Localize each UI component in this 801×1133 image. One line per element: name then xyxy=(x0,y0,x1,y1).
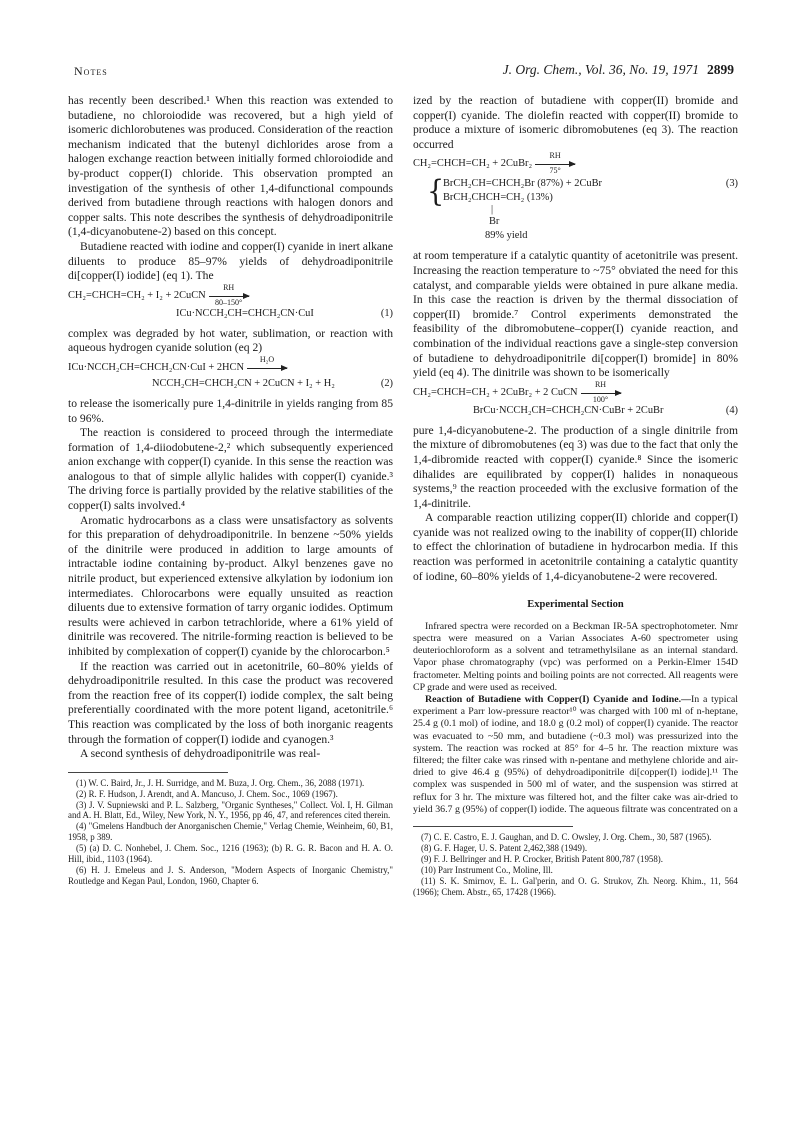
equation-rhs: NCCH₂CH=CHCH₂CN + 2CuCN + I₂ + H₂ xyxy=(152,377,335,389)
footnote: (6) H. J. Emeleus and J. S. Anderson, "Modern Aspects of Inorganic Chemistry," Routledge and Kegan Paul, London, 1960, Chapter 6. xyxy=(68,865,393,886)
equation-1 xyxy=(68,282,393,322)
footnote: (5) (a) D. C. Nonhebel, J. Chem. Soc., 1216 (1963); (b) R. G. R. Bacon and H. A. O. Hill, ibid., 1103 (1964). xyxy=(68,843,393,865)
arrow-condition: RH xyxy=(549,151,561,161)
arrow-condition: H₂O xyxy=(259,355,275,365)
paragraph: to release the isomerically pure 1,4-dinitrile in yields ranging from 85 to 96%. xyxy=(68,396,393,425)
footnote: (2) R. F. Hudson, J. Arendt, and A. Mancuso, J. Chem. Soc., 1069 (1967). xyxy=(76,788,338,799)
paragraph-text: In a typical experiment a Parr low-pressure reactor¹⁰ was charged with 100 ml of n-heptane, 25.4 g (0.1 mol) of iodine, and 18.0 g (0.2 mol) of copper(I) cyanide. The reactor was evacuated to ~50 mm, and butadiene (~0.3 mol) was pressurized into the system. The reaction was rocked at 85° for 4–5 hr. The reaction mixture was filtered; the filter cake was rinsed with n-pentane and methylene chloride and air-dried to give 46.4 g (95%) of dehydroadiponitrile di[copper(I) iodide].¹¹ The complex was suspended in 500 ml of water, and the suspension was stirred at reflux for 3 hr. The mixture was filtered hot, and the filter cake was air-dried to yield 36.7 g (95%) of copper(I) iodide. The aqueous filtrate was concentrated on a xyxy=(413,694,738,815)
paragraph: The reaction is considered to proceed through the intermediate formation of 1,4-diiodobutene-2,² which subsequently experienced anion exchange with copper(I) cyanide. In this sense the reaction was analogous to that of simple allylic halides with copper(I) cyanide.³ The driving force is partially provided by the relative stabilities of the copper(I) salts involved.⁴ xyxy=(68,426,393,513)
reaction-arrow xyxy=(247,355,287,368)
footnote-divider xyxy=(413,826,573,827)
reaction-arrow xyxy=(581,379,621,404)
paragraph: complex was degraded by hot water, sublimation, or reaction with aqueous hydrogen cyanide solution (eq 2) xyxy=(68,326,393,355)
arrow-condition: 80–150° xyxy=(215,297,243,307)
equation-number: (2) xyxy=(380,377,393,389)
reaction-arrow xyxy=(209,282,249,307)
paragraph xyxy=(413,694,738,816)
equation-2 xyxy=(68,355,393,392)
footnote-divider xyxy=(68,772,228,773)
equation-rhs: BrCu·NCCH₂CH=CHCH₂CN·CuBr + 2CuBr xyxy=(473,404,664,416)
bond-line: | xyxy=(491,204,494,216)
equation-lhs: CH₂=CHCH=CH₂ + I₂ + 2CuCN xyxy=(68,289,206,301)
journal-citation: J. Org. Chem., Vol. 36, No. 19, 1971 xyxy=(502,62,699,77)
run-in-heading: Reaction of Butadiene with Copper(I) Cyanide and Iodine.— xyxy=(425,694,691,706)
footnote: (10) Parr Instrument Co., Moline, Ill. xyxy=(421,864,553,875)
experimental-section xyxy=(413,621,738,816)
equation-lhs: CH₂=CHCH=CH₂ + 2CuBr₂ xyxy=(413,158,533,170)
equation-lhs: CH₂=CHCH=CH₂ + 2CuBr₂ + 2 CuCN xyxy=(413,386,578,398)
brace-symbol: { xyxy=(427,174,445,209)
reaction-arrow xyxy=(535,151,575,176)
paragraph: has recently been described.¹ When this reaction was extended to butadiene, no chloroiodide was recovered, but a high yield of isomeric dichlorobutenes was produced. Consideration of the reaction mechanism indicated that the butenyl dichlorides arose from a halogen exchange reaction between initially formed chloroiodide and by-product copper(I) chloride. This observation prompted an investigation of the synthesis of other 1,4-difunctional compounds derived from butadiene through reactions with halogen donors and copper salts. This note describes the synthesis of dehydroadiponitrile (1,4-dicyanobutene-2) based on this concept. xyxy=(68,94,393,239)
footnote: (11) S. K. Smirnov, E. L. Gal'perin, and O. G. Strukov, Zh. Neorg. Khim., 11, 564 (1966); Chem. Abstr., 65, 17428 (1966). xyxy=(413,875,738,897)
footnotes xyxy=(68,778,393,887)
product-major: BrCH₂CH=CHCH₂Br (87%) + 2CuBr xyxy=(443,178,602,190)
paragraph: at room temperature if a catalytic quantity of acetonitrile was present. Increasing the reaction temperature to ~75° obviated the need for this catalyst, and comparable yields were obtained in pure alkane media. In this case the reaction is driven by the thermal dissociation of copper(II) bromide.⁷ Control experiments demonstrated the feasibility of the dibromobutene–copper(I) cyanide reaction, and combination of the individual reactions gave a single-step conversion of butadiene to dehydroadiponitrile di[copper(I) bromide] in 80% yield (eq 4). The dinitrile was shown to be isomerically xyxy=(413,249,738,380)
paragraph: ized by the reaction of butadiene with copper(II) bromide and copper(I) cyanide. The diolefin reacted with copper(II) bromide to produce a mixture of isomeric dibromobutenes (eq 3). The reaction occurred xyxy=(413,94,738,151)
arrow-condition: 75° xyxy=(549,166,561,176)
yield-note: 89% yield xyxy=(485,230,528,242)
equation-rhs: ICu·NCCH₂CH=CHCH₂CN·CuI xyxy=(176,307,314,319)
product-minor: BrCH₂CHCH=CH₂ (13%) xyxy=(443,192,553,204)
section-heading: Experimental Section xyxy=(527,599,624,611)
paragraph: Infrared spectra were recorded on a Beckman IR-5A spectrophotometer. Nmr spectra were measured on a Varian Associates A-60 spectrometer using deuteriochloroform as a solvent and tetramethylsilane as an internal standard. Vapor phase chromatography (vpc) was performed on a Perkin-Elmer 154D fractometer. Melting points and boiling points are not corrected. All reagents were CP grade and were used as received. xyxy=(413,620,738,693)
running-header xyxy=(503,62,734,78)
footnote: (9) F. J. Bellringer and H. P. Crocker, British Patent 800,787 (1958). xyxy=(421,853,663,864)
arrow-condition: 100° xyxy=(592,394,609,404)
page-number: 2899 xyxy=(707,62,734,77)
paragraph: A comparable reaction utilizing copper(II) chloride and copper(I) cyanide was not realized owing to the inability of copper(II) chloride to effect the chlorination of butadiene in hydrocarbon media. If this reaction was performed in acetonitrile containing a catalytic quantity of iodine, 60–80% yields of 1,4-dicyanobutene-2 were recovered. xyxy=(413,511,738,583)
bromine-substituent: Br xyxy=(489,216,500,228)
paragraph: Aromatic hydrocarbons as a class were unsatisfactory as solvents for this preparation of dehydroadiponitrile. In benzene ~50% yields of the dinitrile were produced in addition to large amounts of intractable iodine containing by-product. Alkyl benzenes gave no nitrile product, but experienced extensive alkylation by iodonium ion intermediates. Chlorocarbons were equally unsuited as reaction diluents due to extensive formation of tarry organic iodides. Optimum results were achieved in carbon tetrachloride, where a 61% yield of dinitrile was recovered. The nitrile-forming reaction is believed to be inhibited by complexation of copper(I) cyanide by the chlorocarbon.⁵ xyxy=(68,513,393,658)
equation-4 xyxy=(413,379,738,419)
equation-lhs: ICu·NCCH₂CH=CHCH₂CN·CuI + 2HCN xyxy=(68,361,244,373)
right-column xyxy=(413,94,738,898)
equation-3 xyxy=(413,151,738,244)
footnote: (8) G. F. Hager, U. S. Patent 2,462,388 (1949). xyxy=(421,843,588,853)
paragraph: If the reaction was carried out in acetonitrile, 60–80% yields of dehydroadiponitrile resulted. In this case the product was recovered from the reaction free of its copper(I) iodide complex, the salt being preferentially coordinated with the more potent ligand, acetonitrile.⁶ This reaction was complicated by the loss of both inorganic reagents through the formation of copper(I) iodide and cyanogen.³ xyxy=(68,659,393,746)
paragraph: Butadiene reacted with iodine and copper(I) cyanide in inert alkane diluents to produce 85–97% yields of dehydroadiponitrile di[copper(I) iodide] (eq 1). The xyxy=(68,239,393,283)
left-column xyxy=(68,94,393,887)
equation-number: (4) xyxy=(725,404,738,416)
equation-number: (3) xyxy=(725,178,738,190)
section-label: Notes xyxy=(74,64,108,78)
footnote: (3) J. V. Supniewski and P. L. Salzberg, "Organic Syntheses," Collect. Vol. I, H. Gilman and A. H. Blatt, Ed., Wiley, New York, N. Y., 1956, pp 46, 47, and references cited therein. xyxy=(68,799,393,821)
footnote: (7) C. E. Castro, E. J. Gaughan, and D. C. Owsley, J. Org. Chem., 30, 587 (1965). xyxy=(421,832,712,843)
paragraph: pure 1,4-dicyanobutene-2. The production of a single dinitrile from the mixture of dibromobutenes (eq 3) was due to the fact that only the 1,4-dibromide reacted with copper(I) cyanide.⁸ Since the isomeric dihalides are equilibrated by copper(I) halides in nonaqueous systems,⁹ the reaction proceeded with the exclusive formation of the 1,4-dinitrile. xyxy=(413,423,738,510)
arrow-condition: RH xyxy=(223,282,235,292)
footnotes xyxy=(413,832,738,897)
footnote: (1) W. C. Baird, Jr., J. H. Surridge, and M. Buza, J. Org. Chem., 36, 2088 (1971). xyxy=(76,777,365,788)
paragraph: A second synthesis of dehydroadiponitrile was real- xyxy=(80,747,321,761)
footnote: (4) "Gmelens Handbuch der Anorganischen Chemie," Verlag Chemie, Weinheim, 60, B1, 1958, p 389. xyxy=(68,821,393,843)
equation-number: (1) xyxy=(380,307,393,319)
arrow-condition: RH xyxy=(594,379,607,389)
